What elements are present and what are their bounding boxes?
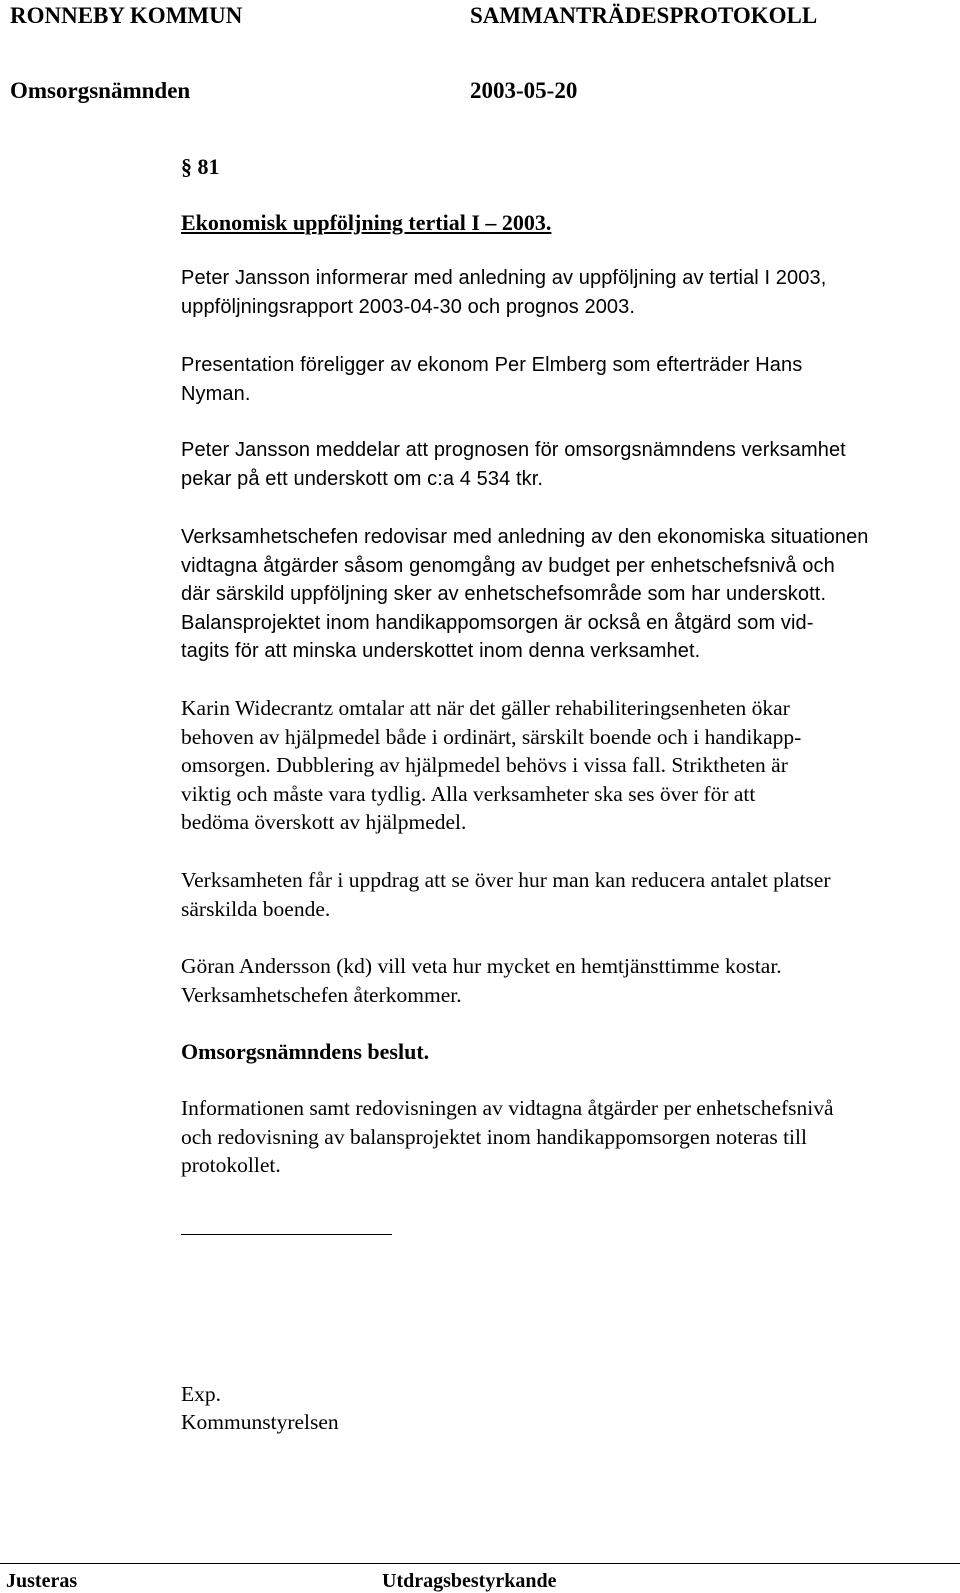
meeting-date: 2003-05-20 bbox=[470, 78, 578, 103]
municipality-name: RONNEBY KOMMUN bbox=[10, 3, 243, 28]
dispatch-recipient: Kommunstyrelsen bbox=[181, 1410, 339, 1434]
paragraph-1-text: Peter Jansson informerar med anledning av uppföljning av tertial I 2003, uppföljningsrapport 2003-04-30 och prognos 2003. bbox=[181, 267, 827, 318]
paragraph-3 bbox=[181, 436, 951, 493]
paragraph-5 bbox=[181, 694, 951, 837]
section-title: Ekonomisk uppföljning tertial I – 2003. bbox=[181, 210, 552, 235]
paragraph-5-text: Karin Widecrantz omtalar att när det gäller rehabiliteringsenheten ökar behoven av hjälpmedel både i ordinärt, särskilt boende och i handikapp- omsorgen. Dubblering av hjälpmedel behövs i vissa fall. Striktheten är viktig och måste vara tydlig. Alla verksamheter ska ses över för att bedöma överskott av hjälpmedel. bbox=[181, 696, 802, 835]
paragraph-7-text: Göran Andersson (kd) vill veta hur mycket en hemtjänsttimme kostar. Verksamhetschefen återkommer. bbox=[181, 954, 782, 1007]
decision-text: Informationen samt redovisningen av vidtagna åtgärder per enhetschefsnivå och redovisning av balansprojektet inom handikappomsorgen noteras till protokollet. bbox=[181, 1096, 834, 1178]
paragraph-6-text: Verksamheten får i uppdrag att se över hur man kan reducera antalet platser särskilda boende. bbox=[181, 868, 831, 921]
footer-justeras: Justeras bbox=[6, 1570, 78, 1592]
paragraph-7 bbox=[181, 952, 951, 1009]
board-name: Omsorgsnämnden bbox=[10, 78, 191, 103]
paragraph-1 bbox=[181, 264, 951, 321]
paragraph-sign: § bbox=[181, 154, 192, 179]
section-number-value: 81 bbox=[197, 154, 220, 179]
signature-line bbox=[181, 1234, 392, 1235]
document-type: SAMMANTRÄDESPROTOKOLL bbox=[470, 3, 818, 28]
paragraph-2-text: Presentation föreligger av ekonom Per Elmberg som efterträder Hans Nyman. bbox=[181, 354, 803, 405]
paragraph-4-text: Verksamhetschefen redovisar med anledning av den ekonomiska situationen vidtagna åtgärder såsom genomgång av budget per enhetschefsnivå och där särskild uppföljning sker av enhetschefsområde som har underskott. Balansprojektet inom handikappomsorgen är också en åtgärd som vid- tagits för att minska underskottet inom denna verksamhet. bbox=[181, 526, 869, 663]
paragraph-4 bbox=[181, 523, 951, 666]
footer-utdragsbestyrkande: Utdragsbestyrkande bbox=[382, 1570, 557, 1592]
paragraph-6 bbox=[181, 866, 951, 923]
section-number bbox=[181, 153, 220, 181]
decision-paragraph bbox=[181, 1094, 951, 1180]
paragraph-2 bbox=[181, 351, 951, 408]
paragraph-3-text: Peter Jansson meddelar att prognosen för omsorgsnämndens verksamhet pekar på ett underskott om c:a 4 534 tkr. bbox=[181, 439, 846, 490]
decision-heading: Omsorgsnämndens beslut. bbox=[181, 1039, 430, 1064]
footer-rule bbox=[0, 1563, 960, 1564]
dispatch-label: Exp. bbox=[181, 1382, 222, 1406]
